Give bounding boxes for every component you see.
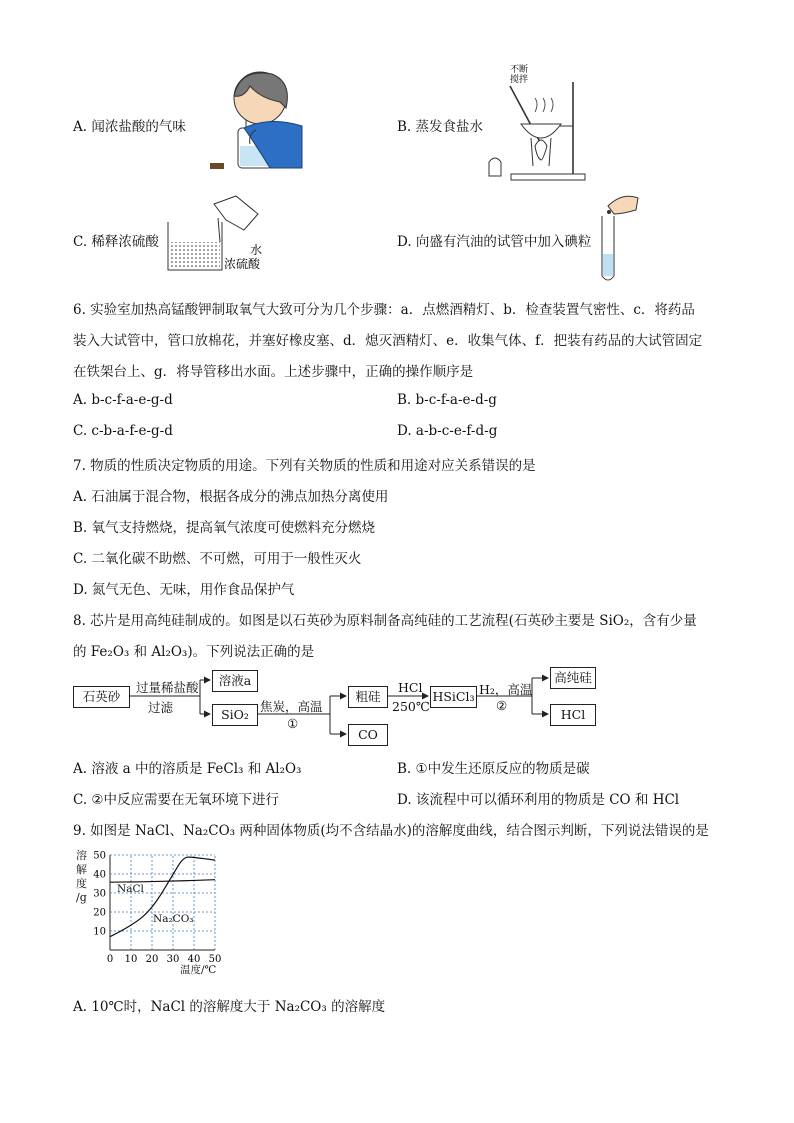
q8-stem-line-1: 8. 芯片是用高纯硅制成的。如图是以石英砂为原料制备高纯硅的工艺流程(石英砂主要是 SiO₂，含有少量 xyxy=(73,613,697,629)
chart-ylabel-char-1: 溶 xyxy=(76,849,87,862)
chart-y-tick-label: 20 xyxy=(93,907,106,919)
q6-option-c[interactable]: C. c-b-a-f-e-g-d xyxy=(73,423,173,439)
fig-c-label-water: 水 xyxy=(250,243,263,257)
flow-node-sio2: SiO₂ xyxy=(212,704,258,726)
flow-label-step1-bottom: 过滤 xyxy=(148,700,174,715)
flow-node-pure-silicon: 高纯硅 xyxy=(550,667,596,689)
q8-option-a[interactable]: A. 溶液 a 中的溶质是 FeCl₃ 和 Al₂O₃ xyxy=(73,761,302,777)
q7-option-a[interactable]: A. 石油属于混合物，根据各成分的沸点加热分离使用 xyxy=(73,489,389,505)
q5-option-a[interactable]: A. 闻浓盐酸的气味 xyxy=(73,119,186,135)
flow-node-co: CO xyxy=(348,724,388,746)
flow-node-hcl: HCl xyxy=(550,704,596,726)
q7-option-c[interactable]: C. 二氧化碳不助燃、不可燃，可用于一般性灭火 xyxy=(73,551,362,567)
q6-option-b[interactable]: B. b-c-f-a-e-d-g xyxy=(397,392,497,408)
q8-stem-line-2: 的 Fe₂O₃ 和 Al₂O₃)。下列说法正确的是 xyxy=(73,644,315,660)
flow-label-step1-top: 过量稀盐酸 xyxy=(136,680,199,695)
chart-ylabel-char-2: 解 xyxy=(76,863,87,876)
flow-label-step3-bottom: 250℃ xyxy=(392,699,430,714)
q8-option-b[interactable]: B. ①中发生还原反应的物质是碳 xyxy=(397,761,590,777)
chart-y-tick-label: 40 xyxy=(93,869,106,881)
chart-x-tick-label: 0 xyxy=(106,954,114,965)
chart-x-tick-label: 30 xyxy=(166,954,180,965)
flow-label-step4-top: H₂，高温 xyxy=(479,682,533,697)
flow-label-step2-mark: ① xyxy=(287,716,299,731)
chart-y-tick-label: 10 xyxy=(93,926,106,938)
fig-c-label-acid: 浓硫酸 xyxy=(224,257,261,271)
chart-x-tick-label: 50 xyxy=(208,954,222,965)
chart-x-tick-label: 10 xyxy=(124,954,138,965)
chart-xlabel: 温度/℃ xyxy=(180,964,217,976)
q8-option-d[interactable]: D. 该流程中可以循环利用的物质是 CO 和 HCl xyxy=(397,792,680,808)
flow-label-step3-top: HCl xyxy=(398,680,423,695)
flow-node-hsicl3: HSiCl₃ xyxy=(430,686,477,708)
chart-ylabel-char-4: /g xyxy=(76,891,87,904)
fig-b-label-2: 搅拌 xyxy=(510,75,529,85)
q7-option-b[interactable]: B. 氧气支持燃烧，提高氧气浓度可使燃料充分燃烧 xyxy=(73,520,376,536)
q5-option-c[interactable]: C. 稀释浓硫酸 xyxy=(73,234,159,250)
flow-node-quartz-sand: 石英砂 xyxy=(73,686,130,708)
chart-y-tick-label: 30 xyxy=(93,888,106,900)
q6-stem-line-2: 装入大试管中，管口放棉花，并塞好橡皮塞、d．熄灭酒精灯、e．收集气体、f．把装有药品的大试管固定 xyxy=(73,333,703,349)
q8-option-c[interactable]: C. ②中反应需要在无氧环境下进行 xyxy=(73,792,280,808)
q5-option-b[interactable]: B. 蒸发食盐水 xyxy=(397,119,484,135)
q6-option-a[interactable]: A. b-c-f-a-e-g-d xyxy=(73,392,173,408)
q9-option-a[interactable]: A. 10℃时，NaCl 的溶解度大于 Na₂CO₃ 的溶解度 xyxy=(73,999,386,1015)
flow-node-crude-silicon: 粗硅 xyxy=(348,686,388,708)
q5-option-d[interactable]: D. 向盛有汽油的试管中加入碘粒 xyxy=(397,234,592,250)
q7-stem: 7. 物质的性质决定物质的用途。下列有关物质的性质和用途对应关系错误的是 xyxy=(73,458,536,474)
q6-option-d[interactable]: D. a-b-c-e-f-d-g xyxy=(397,423,498,439)
flow-node-solution-a: 溶液a xyxy=(212,670,258,692)
flow-label-step2-top: 焦炭，高温 xyxy=(260,699,323,714)
chart-y-tick-label: 50 xyxy=(93,850,106,862)
solubility-chart xyxy=(70,845,230,975)
flow-label-step4-mark: ② xyxy=(496,698,508,713)
q9-stem: 9. 如图是 NaCl、Na₂CO₃ 两种固体物质(均不含结晶水)的溶解度曲线，结合图示判断，下列说法错误的是 xyxy=(73,823,709,839)
chart-legend-nacl: NaCl xyxy=(117,883,144,895)
q6-stem-line-1: 6. 实验室加热高锰酸钾制取氧气大致可分为几个步骤：a．点燃酒精灯、b．检查装置气密性、c．将药品 xyxy=(73,302,695,318)
chart-legend-na2co3: Na₂CO₃ xyxy=(153,913,194,925)
fig-b-label-1: 不断 xyxy=(510,65,529,75)
chart-ylabel-char-3: 度 xyxy=(76,877,87,890)
chart-x-tick-label: 40 xyxy=(187,954,201,965)
chart-ylabel xyxy=(76,849,90,905)
q7-option-d[interactable]: D. 氮气无色、无味，用作食品保护气 xyxy=(73,582,295,598)
q6-stem-line-3: 在铁架台上、g．将导管移出水面。上述步骤中，正确的操作顺序是 xyxy=(73,364,474,380)
chart-series-line-nacl xyxy=(110,880,215,882)
chart-x-tick-label: 20 xyxy=(145,954,159,965)
